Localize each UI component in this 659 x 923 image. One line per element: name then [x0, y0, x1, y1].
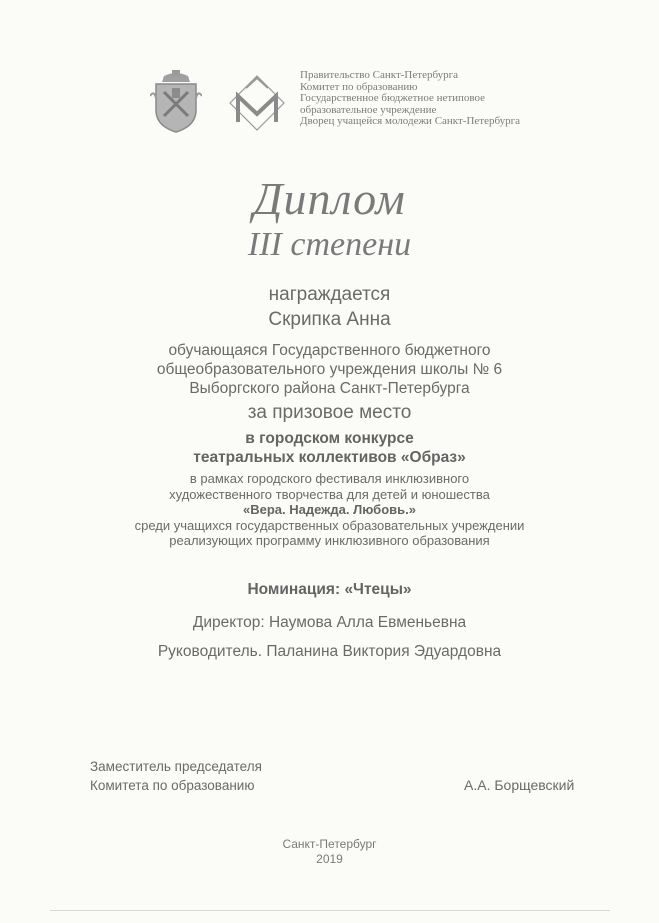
signatory-position: [90, 757, 262, 795]
org-line: Правительство Санкт-Петербурга: [300, 69, 459, 81]
header: [150, 66, 610, 138]
position-line: Комитета по образованию: [90, 778, 255, 793]
footer-year: 2019: [316, 852, 343, 866]
coat-of-arms-icon: [150, 70, 202, 134]
contest-line: театральных коллективов «Образ»: [193, 449, 466, 466]
contest-block: [0, 429, 659, 467]
festival-line: художественного творчества для детей и юношества: [169, 486, 490, 502]
student-line: обучающаяся Государственного бюджетного: [168, 342, 491, 359]
org-line: Государственное бюджетное нетиповое: [300, 92, 486, 104]
bottom-divider: [50, 910, 610, 911]
among-line: среди учащихся государственных образовательных учреждении: [134, 517, 525, 533]
director-line: Директор: Наумова Алла Евменьевна: [192, 614, 467, 631]
festival-name: «Вера. Надежда. Любовь.»: [243, 502, 416, 517]
student-line: общеобразовательного учреждения школы № 6: [156, 361, 503, 378]
student-description: [0, 341, 659, 398]
festival-block: [0, 471, 659, 549]
awarded-label: награждается: [268, 284, 391, 305]
position-line: Заместитель председателя: [90, 759, 262, 774]
diploma-degree: III степени: [247, 226, 412, 263]
diploma-title: Диплом: [253, 173, 406, 224]
contest-line: в городском конкурсе: [245, 430, 414, 447]
org-line: Дворец учащейся молодежи Санкт-Петербурга: [300, 115, 521, 127]
footer: [0, 837, 659, 867]
festival-line: в рамках городского фестиваля инклюзивного: [189, 471, 470, 486]
reason-text: за призовое место: [247, 402, 412, 423]
student-line: Выборгского района Санкт-Петербурга: [189, 380, 470, 397]
supervisor-line: Руководитель. Паланина Виктория Эдуардовна: [157, 643, 502, 660]
recipient-name: Скрипка Анна: [268, 309, 391, 330]
nomination: Номинация: «Чтецы»: [247, 581, 412, 598]
org-line: Комитет по образованию: [300, 80, 418, 93]
org-line: образовательное учреждение: [300, 103, 437, 116]
organization-block: [300, 70, 520, 128]
palace-logo-icon: [228, 74, 286, 132]
footer-city: Санкт-Петербург: [282, 837, 377, 851]
signatory-name: А.А. Борщевский: [464, 777, 575, 793]
among-line: реализующих программу инклюзивного образования: [169, 533, 490, 548]
